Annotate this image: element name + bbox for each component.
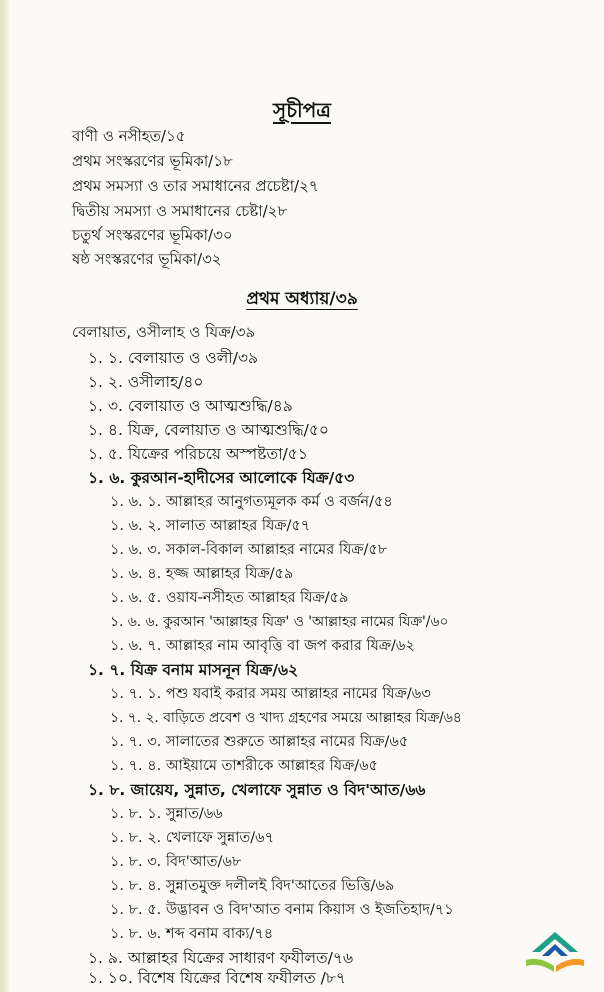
- toc-front-item: ষষ্ঠ সংস্করণের ভূমিকা/৩২: [72, 250, 222, 268]
- toc-entry: ১. ১০. বিশেষ যিক্রের বিশেষ ফযীলত /৮৭: [88, 969, 346, 987]
- toc-subentry: ১. ৮. ৪. সুন্নাতমুক্ত দলীলই বিদ'আতের ভিত্তি/৬৯: [110, 878, 395, 894]
- toc-entry: ১. ৮. জায়েয, সুন্নাত, খেলাফে সুন্নাত ও বিদ'আত/৬৬: [88, 781, 426, 799]
- toc-subentry: ১. ৭. ১. পশু যবাই করার সময় আল্লাহর নামের যিক্র/৬৩: [110, 686, 431, 702]
- toc-front-item: প্রথম সমস্যা ও তার সমাধানের প্রচেষ্টা/২৭: [72, 177, 319, 195]
- toc-subentry: ১. ৬. ৭. আল্লাহর নাম আবৃত্তি বা জপ করার যিক্র/৬২: [110, 638, 415, 654]
- toc-subentry: ১. ৬. ১. আল্লাহর আনুগত্যমূলক কর্ম ও বর্জন/৫৪: [110, 494, 393, 510]
- toc-entry: ১. ২. ওসীলাহ/৪০: [88, 373, 204, 391]
- toc-entry: ১. ৭. যিক্র বনাম মাসনূন যিক্র/৬২: [88, 661, 299, 679]
- toc-entry: ১. ৪. যিক্র, বেলায়াত ও আত্মশুদ্ধি/৫০: [88, 421, 329, 439]
- toc-subentry: ১. ৮. ৫. উদ্ভাবন ও বিদ'আত বনাম কিয়াস ও ইজতিহাদ/৭১: [110, 902, 454, 918]
- toc-subentry: ১. ৮. ৩. বিদ'আত/৬৮: [110, 854, 242, 870]
- toc-subentry: ১. ৬. ৪. হজ্জ আল্লাহর যিক্র/৫৯: [110, 566, 294, 582]
- toc-front-item: দ্বিতীয় সমস্যা ও সমাধানের চেষ্টা/২৮: [72, 202, 288, 220]
- toc-subentry: ১. ৭. ৩. সালাতের শুরুতে আল্লাহর নামের যিক্র/৬৫: [110, 734, 409, 750]
- toc-subentry: ১. ৭. ২. বাড়িতে প্রবেশ ও খাদ্য গ্রহণের সময়ে আল্লাহর যিক্র/৬৪: [110, 710, 462, 726]
- toc-entry: ১. ৬. কুরআন-হাদীসের আলোকে যিক্র/৫৩: [88, 469, 355, 487]
- toc-subentry: ১. ৭. ৪. আইয়ামে তাশরীকে আল্লাহর যিক্র/৬৫: [110, 758, 378, 774]
- publisher-logo-icon: [520, 930, 590, 980]
- toc-section-title: বেলায়াত, ওসীলাহ ও যিক্র/৩৯: [72, 323, 256, 341]
- toc-subentry: ১. ৮. ১. সুন্নাত/৬৬: [110, 806, 223, 822]
- toc-subentry: ১. ৬. ৫. ওয়ায-নসীহত আল্লাহর যিক্র/৫৯: [110, 590, 349, 606]
- toc-entry: ১. ৫. যিক্রের পরিচয়ে অস্পষ্টতা/৫১: [88, 445, 308, 463]
- toc-entry: ১. ৩. বেলায়াত ও আত্মশুদ্ধি/৪৯: [88, 397, 293, 415]
- toc-entry: ১. ১. বেলায়াত ও ওলী/৩৯: [88, 349, 259, 367]
- toc-subentry: ১. ৬. ৩. সকাল-বিকাল আল্লাহর নামের যিক্র/৫৮: [110, 542, 388, 558]
- toc-front-item: চতুর্থ সংস্করণের ভূমিকা/৩০: [72, 226, 233, 244]
- logo-book-left: [526, 959, 554, 972]
- toc-subentry: ১. ৮. ৬. শব্দ বনাম বাক্য/৭৪: [110, 926, 274, 942]
- toc-title: সূচীপত্র: [273, 98, 331, 122]
- toc-entry: ১. ৯. আল্লাহর যিক্রের সাধারণ ফযীলত/৭৬: [88, 949, 354, 967]
- toc-subentry: ১. ৬. ৬. কুরআন 'আল্লাহর যিক্র' ও 'আল্লাহর নামের যিক্র'/৬০: [110, 614, 449, 630]
- chapter-heading: প্রথম অধ্যায়/৩৯: [246, 289, 358, 309]
- logo-book-right: [556, 959, 584, 972]
- toc-front-item: বাণী ও নসীহত/১৫: [72, 127, 186, 145]
- toc-subentry: ১. ৮. ২. খেলাফে সুন্নাত/৬৭: [110, 830, 275, 846]
- toc-subentry: ১. ৬. ২. সালাত আল্লাহর যিক্র/৫৭: [110, 518, 311, 534]
- toc-front-item: প্রথম সংস্করণের ভূমিকা/১৮: [72, 152, 233, 170]
